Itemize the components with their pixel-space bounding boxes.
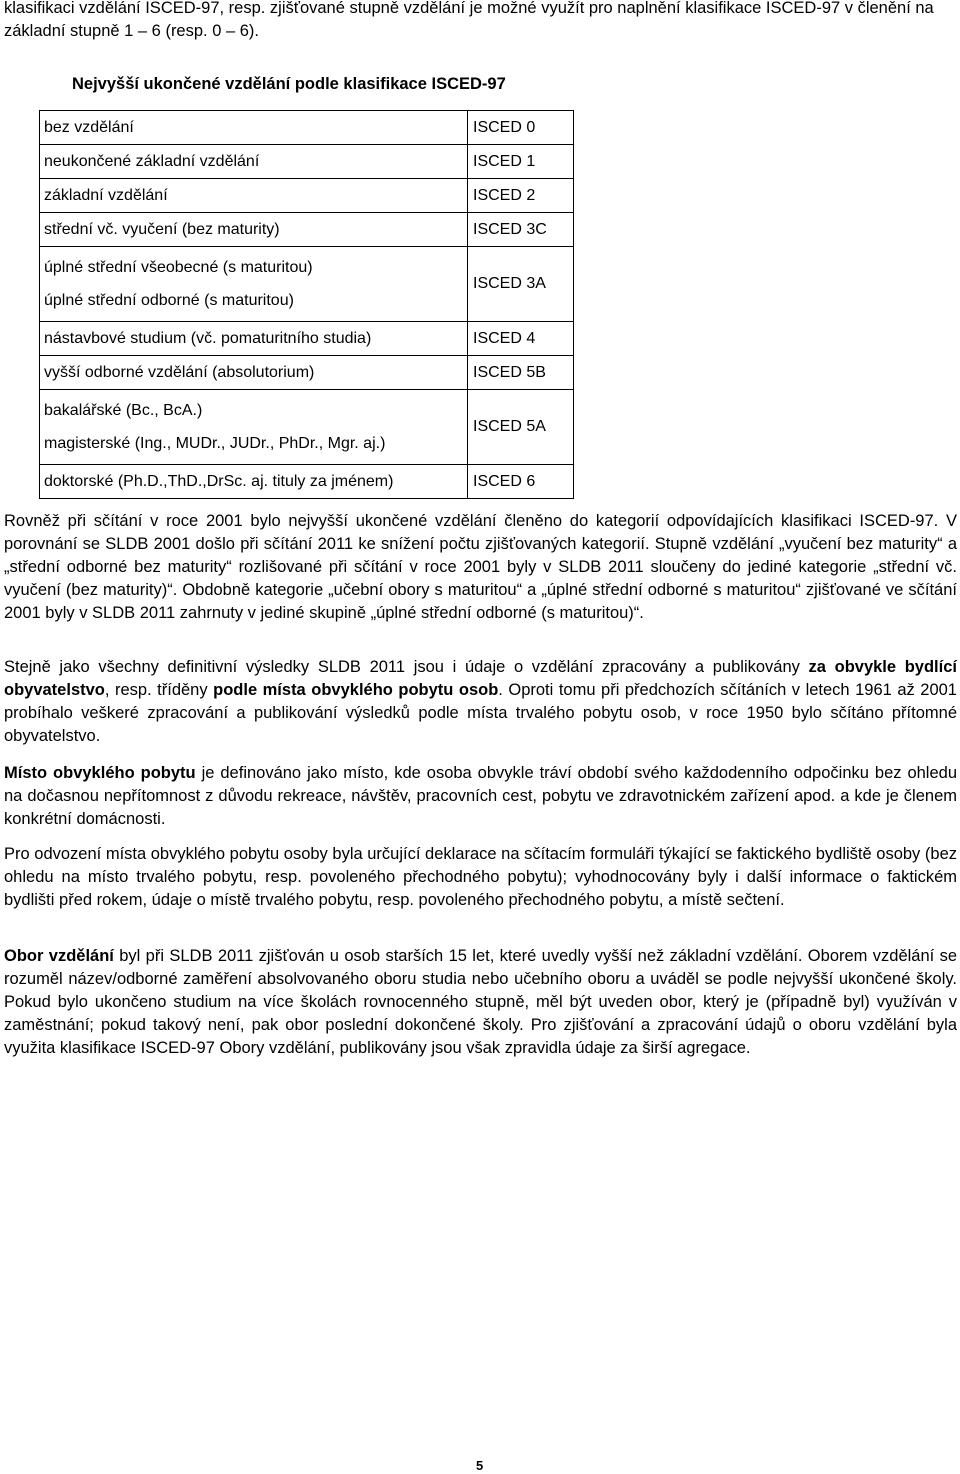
isced-code: ISCED 4 bbox=[468, 322, 574, 356]
table-row bbox=[40, 213, 574, 247]
paragraph-text: byl při SLDB 2011 zjišťován u osob starších 15 let, které uvedly vyšší než základní vzdělání. Oborem vzdělání se rozuměl název/odborné zaměření absolvovaného oboru studia nebo učebního oboru a uváděl se podle nejvyšší ukončené školy. Pokud bylo ukončeno studium na více školách rovnocenného stupně, měl být uveden obor, který je (případně byl) využíván v zaměstnání; pokud takový není, pak obor poslední dokončené školy. Pro zjišťování a zpracování údajů o oboru vzdělání byla využita klasifikace ISCED-97 Obory vzdělání, publikovány jsou však zpravidla údaje za širší agregace. bbox=[4, 947, 957, 1057]
paragraph-place-definition bbox=[4, 762, 957, 831]
paragraph-field-of-education bbox=[4, 945, 957, 1060]
table-row bbox=[40, 322, 574, 356]
education-level bbox=[40, 390, 468, 465]
table-row bbox=[40, 465, 574, 499]
paragraph-text: . Oproti tomu při předchozích sčítáních v letech 1961 až 2001 probíhalo veškeré zpracování a publikování výsledků podle místa trvalého pobytu osob, v roce 1950 bylo sčítáno přítomné obyvatelstvo. bbox=[4, 681, 957, 745]
page-number: 5 bbox=[476, 1458, 484, 1473]
table-row bbox=[40, 111, 574, 145]
paragraph-text: , resp. tříděny bbox=[104, 681, 214, 699]
paragraph-isced-2001: Rovněž při sčítání v roce 2001 bylo nejvyšší ukončené vzdělání členěno do kategorií odpovídajících klasifikaci ISCED-97. V porovnání se SLDB 2001 došlo při sčítání 2011 ke snížení počtu zjišťovaných kategorií. Stupně vzdělání „vyučení bez maturity“ a „střední odborné bez maturity“ rozlišované při sčítání v roce 2001 byly v SLDB 2011 sloučeny do jediné kategorie „střední vč. vyučení (bez maturity)“. Obdobně kategorie „učební obory s maturitou“ a „úplné střední odborné s maturitou“ zjišťované ve sčítání 2001 byly v SLDB 2011 zahrnuty v jediné skupině „úplné střední odborné (s maturitou)“. bbox=[4, 512, 957, 622]
bold-phrase: podle místa obvyklého pobytu osob bbox=[213, 681, 499, 699]
paragraph-derivation: Pro odvození místa obvyklého pobytu osoby byla určující deklarace na sčítacím formuláři týkající se faktického bydliště osoby (bez ohledu na místo trvalého pobytu, resp. povoleného přechodného pobytu); vyhodnocovány byly i další informace o faktickém bydlišti před rokem, údaje o místě trvalého pobytu, resp. povoleného přechodného pobytu, a místě sečtení. bbox=[4, 845, 957, 909]
education-level: vyšší odborné vzdělání (absolutorium) bbox=[40, 356, 468, 390]
paragraph-text: Stejně jako všechny definitivní výsledky SLDB 2011 jsou i údaje o vzdělání zpracovány a publikovány bbox=[4, 658, 809, 676]
isced-code: ISCED 5A bbox=[468, 390, 574, 465]
education-level-line: bakalářské (Bc., BcA.) bbox=[44, 402, 203, 419]
isced-code: ISCED 3C bbox=[468, 213, 574, 247]
isced-code: ISCED 6 bbox=[468, 465, 574, 499]
intro-paragraph: klasifikaci vzdělání ISCED-97, resp. zjišťované stupně vzdělání je možné využít pro naplnění klasifikace ISCED-97 v členění na základní stupně 1 – 6 (resp. 0 – 6). bbox=[4, 0, 934, 40]
isced-code: ISCED 3A bbox=[468, 247, 574, 322]
bold-term: Obor vzdělání bbox=[4, 947, 114, 965]
education-level bbox=[40, 247, 468, 322]
isced-table bbox=[39, 110, 574, 499]
education-level: střední vč. vyučení (bez maturity) bbox=[40, 213, 468, 247]
isced-code: ISCED 2 bbox=[468, 179, 574, 213]
isced-code: ISCED 5B bbox=[468, 356, 574, 390]
education-level: základní vzdělání bbox=[40, 179, 468, 213]
education-level-line: úplné střední všeobecné (s maturitou) bbox=[44, 259, 313, 276]
table-row bbox=[40, 179, 574, 213]
isced-code: ISCED 1 bbox=[468, 145, 574, 179]
isced-code: ISCED 0 bbox=[468, 111, 574, 145]
education-level-line: úplné střední odborné (s maturitou) bbox=[44, 292, 294, 309]
education-level: nástavbové studium (vč. pomaturitního studia) bbox=[40, 322, 468, 356]
bold-phrase: za obvykle bydlící obyvatelstvo bbox=[4, 658, 957, 699]
bold-term: Místo obvyklého pobytu bbox=[4, 764, 196, 782]
paragraph-usual-residence bbox=[4, 656, 957, 748]
education-level: neukončené základní vzdělání bbox=[40, 145, 468, 179]
education-level: bez vzdělání bbox=[40, 111, 468, 145]
table-row bbox=[40, 390, 574, 465]
table-title: Nejvyšší ukončené vzdělání podle klasifikace ISCED-97 bbox=[72, 75, 506, 93]
paragraph-text: je definováno jako místo, kde osoba obvykle tráví období svého každodenního odpočinku bez ohledu na dočasnou nepřítomnost z důvodu rekreace, návštěv, pracovních cest, pobytu ve zdravotnickém zařízení apod. a kde je členem konkrétní domácnosti. bbox=[4, 764, 958, 828]
education-level-line: magisterské (Ing., MUDr., JUDr., PhDr., Mgr. aj.) bbox=[44, 435, 386, 452]
education-level: doktorské (Ph.D.,ThD.,DrSc. aj. tituly za jménem) bbox=[40, 465, 468, 499]
table-row bbox=[40, 247, 574, 322]
table-row bbox=[40, 145, 574, 179]
table-row bbox=[40, 356, 574, 390]
